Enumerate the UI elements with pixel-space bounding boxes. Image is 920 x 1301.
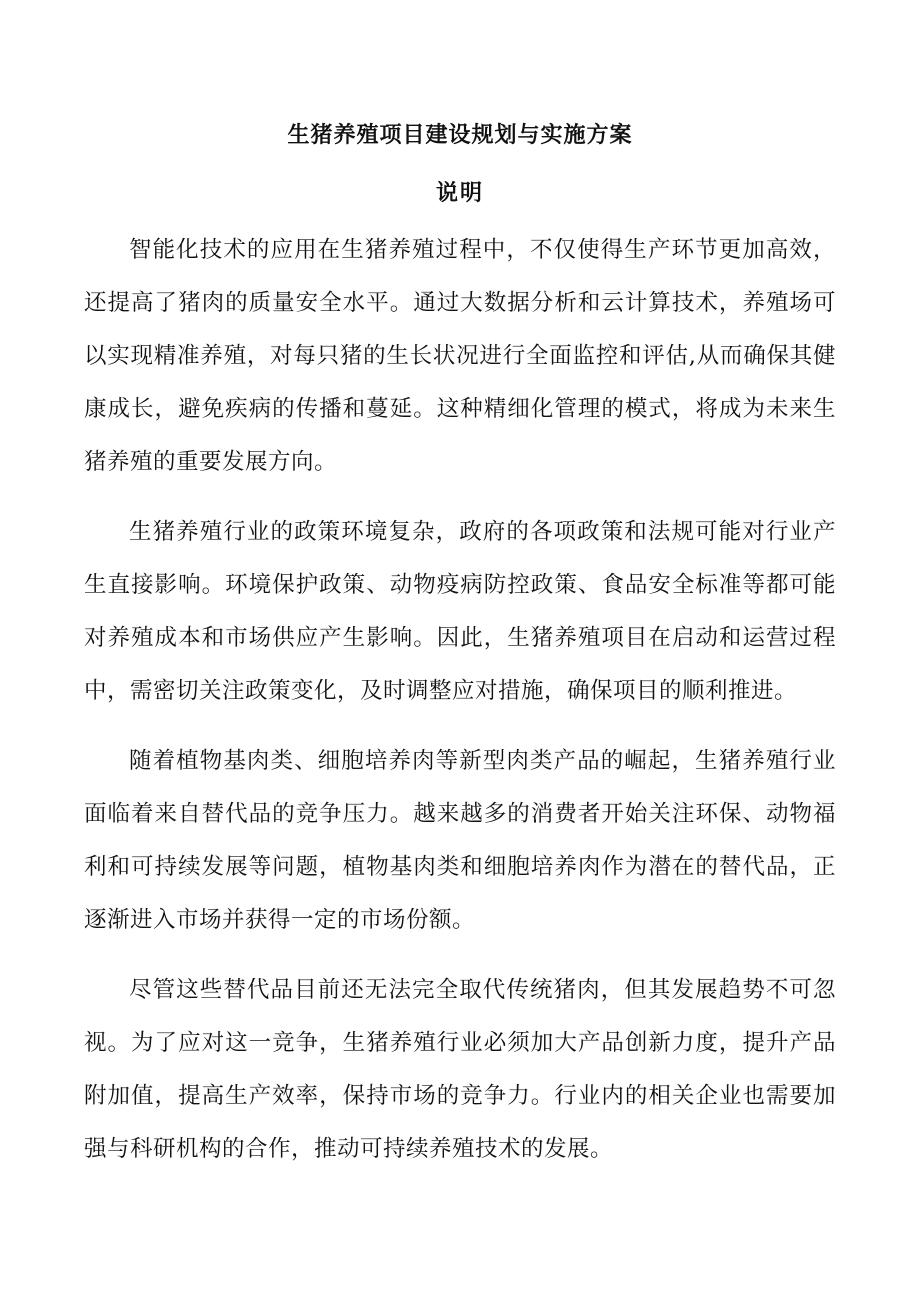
paragraph-2: 生猪养殖行业的政策环境复杂，政府的各项政策和法规可能对行业产生直接影响。环境保护政策、动物疫病防控政策、食品安全标准等都可能对养殖成本和市场供应产生影响。因此，生猪养殖项目在启动和运营过程中，需密切关注政策变化，及时调整应对措施，确保项目的顺利推进。 (84, 519, 836, 704)
paragraph-4: 尽管这些替代品目前还无法完全取代传统猪肉，但其发展趋势不可忽视。为了应对这一竞争，生猪养殖行业必须加大产品创新力度，提升产品附加值，提高生产效率，保持市场的竞争力。行业内的相关企业也需要加强与科研机构的合作，推动可持续养殖技术的发展。 (84, 977, 836, 1162)
paragraph-3: 随着植物基肉类、细胞培养肉等新型肉类产品的崛起，生猪养殖行业面临着来自替代品的竞争压力。越来越多的消费者开始关注环保、动物福利和可持续发展等问题，植物基肉类和细胞培养肉作为潜在的替代品，正逐渐进入市场并获得一定的市场份额。 (84, 748, 836, 933)
paragraph-1: 智能化技术的应用在生猪养殖过程中，不仅使得生产环节更加高效，还提高了猪肉的质量安全水平。通过大数据分析和云计算技术，养殖场可以实现精准养殖，对每只猪的生长状况进行全面监控和评估,从而确保其健康成长，避免疾病的传播和蔓延。这种精细化管理的模式，将成为未来生猪养殖的重要发展方向。 (84, 237, 836, 475)
section-heading: 说明 (435, 180, 484, 206)
document-body (84, 224, 836, 1193)
document-title: 生猪养殖项目建设规划与实施方案 (287, 122, 633, 148)
